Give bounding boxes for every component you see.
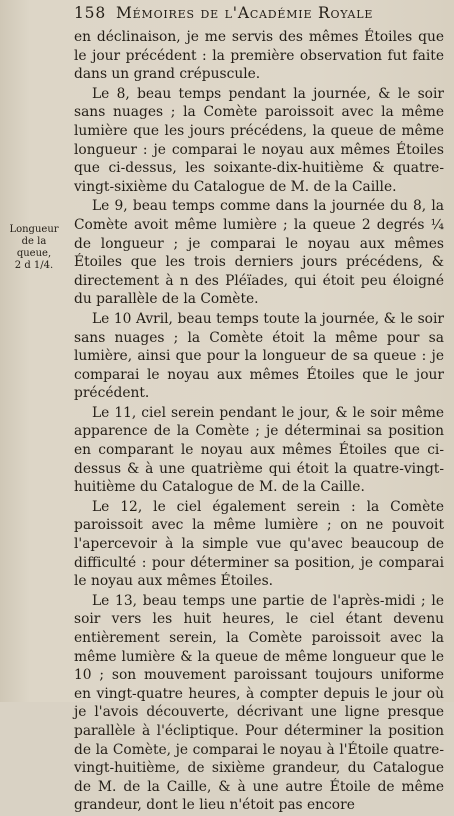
margin-note-line-2: de la queue, [16,236,52,259]
paragraph-continuation: en déclinaison, je me servis des mêmes Étoiles que le jour précédent : la première observation fut faite dans un grand crépuscule. [74,29,444,83]
margin-note-line-3: 2 d 1/4. [14,260,54,271]
margin-note [6,224,62,272]
paragraph-day-13: Le 13, beau temps une partie de l'après-midi ; le soir vers les huit heures, le ciel étant devenu entièrement serein, la Comète paroissoit avec la même lumière & la queue de même longueur que le 10 ; son mouvement paroissant toujours uniforme en vingt-quatre heures, à compter depuis le jour où je l'avois découverte, décrivant une ligne presque parallèle à l'écliptique. Pour déterminer la position de la Comète, je comparai le noyau à l'Étoile quatre-vingt-huitième, de sixième grandeur, du Catalogue de M. de la Caille, & à une autre Étoile de même grandeur, dont le lieu n'étoit pas encore [74,592,444,814]
body-text [74,28,444,816]
paragraph-day-10: Le 10 Avril, beau temps toute la journée, & le soir sans nuages ; la Comète étoit la même pour sa lumière, ainsi que pour la longueur de sa queue : je comparai le noyau aux mêmes Étoiles que le jour précédent. [74,310,444,402]
running-title: Mémoires de l'Académie Royale [116,4,374,22]
page-number: 158 [74,4,106,22]
margin-note-line-1: Longueur [9,224,59,235]
paragraph-day-12: Le 12, le ciel également serein : la Comète paroissoit avec la même lumière ; on ne pouvoit l'apercevoir à la simple vue qu'avec beaucoup de difficulté : pour déterminer sa position, je comparai le noyau aux mêmes Étoiles. [74,498,444,590]
paragraph-day-9: Le 9, beau temps comme dans la journée du 8, la Comète avoit même lumière ; la queue 2 degrés ¼ de longueur ; je comparai le noyau aux mêmes Étoiles que les trois derniers jours précédens, & directement à n des Pléïades, qui étoit peu éloigné du parallèle de la Comète. [74,198,444,308]
page-header [74,4,444,26]
paragraph-day-11: Le 11, ciel serein pendant le jour, & le soir même apparence de la Comète ; je déterminai sa position en comparant le noyau aux mêmes Étoiles que ci-dessus & à une quatrième qui étoit la quatre-vingt-huitième du Catalogue de M. de la Caille. [74,404,444,496]
paragraph-day-8: Le 8, beau temps pendant la journée, & le soir sans nuages ; la Comète paroissoit avec la même lumière que les jours précédens, la queue de même longueur : je comparai le noyau aux mêmes Étoiles que ci-dessus, les soixante-dix-huitième & quatre-vingt-sixième du Catalogue de M. de la Caille. [74,85,444,195]
